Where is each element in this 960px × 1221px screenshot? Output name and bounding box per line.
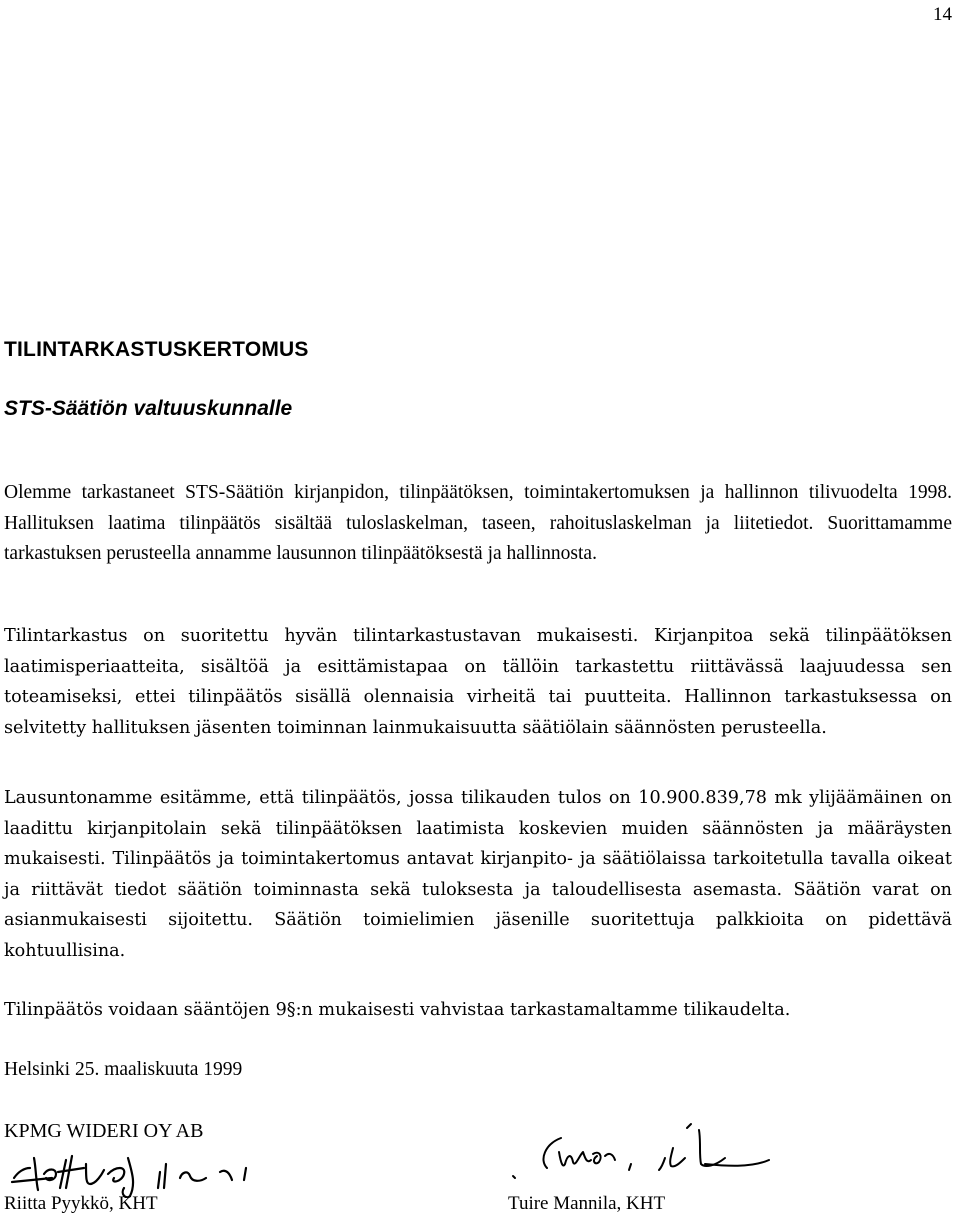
- paragraph-scope: Olemme tarkastaneet STS-Säätiön kirjanpidon, tilinpäätöksen, toimintakertomuksen ja hallinnon tilivuodelta 1998. Hallituksen laatima tilinpäätös sisältää tuloslaskelman, taseen, rahoituslaskelman ja liitetiedot. Suorittamamme tarkastuksen perusteella annamme lausunnon tilinpäätöksestä ja hallinnosta.: [4, 482, 952, 564]
- audit-firm-name: KPMG WIDERI OY AB: [4, 1120, 204, 1142]
- paragraph-audit-method: Tilintarkastus on suoritettu hyvän tilintarkastustavan mukaisesti. Kirjanpitoa sekä tilinpäätöksen laatimisperiaatteita, sisältöä ja esittämistapaa on tällöin tarkastettu riittävässä laajuudessa sen toteamiseksi, ettei tilinpäätös sisällä olennaisia virheitä tai puutteita. Hallinnon tarkastuksessa on selvitetty hallituksen jäsenten toiminnan lainmukaisuutta säätiölain säännösten perusteella.: [4, 626, 952, 738]
- signer-right-name: Tuire Mannila, KHT: [508, 1193, 666, 1214]
- paragraph-approval: Tilinpäätös voidaan sääntöjen 9§:n mukaisesti vahvistaa tarkastamaltamme tilikaudelta.: [4, 1000, 791, 1020]
- place-date: Helsinki 25. maaliskuuta 1999: [4, 1059, 243, 1080]
- page-number: 14: [933, 4, 952, 25]
- report-title: TILINTARKASTUSKERTOMUS: [4, 338, 309, 361]
- signature-left-image: [0, 1138, 290, 1198]
- signature-right-image: [505, 1108, 775, 1188]
- signer-left-name: Riitta Pyykkö, KHT: [4, 1193, 158, 1214]
- report-subtitle: STS-Säätiön valtuuskunnalle: [4, 397, 293, 420]
- paragraph-opinion: Lausuntonamme esitämme, että tilinpäätös, jossa tilikauden tulos on 10.900.839,78 mk ylijäämäinen on laadittu kirjanpitolain sekä tilinpäätöksen laatimista koskevien muiden säännösten ja määräysten mukaisesti. Tilinpäätös ja toimintakertomus antavat kirjanpito- ja säätiölaissa tarkoitetulla tavalla oikeat ja riittävät tiedot säätiön toiminnasta sekä tuloksesta ja taloudellisesta asemasta. Säätiön varat on asianmukaisesti sijoitettu. Säätiön toimielimien jäsenille suoritettuja palkkioita on pidettävä kohtuullisina.: [4, 788, 952, 961]
